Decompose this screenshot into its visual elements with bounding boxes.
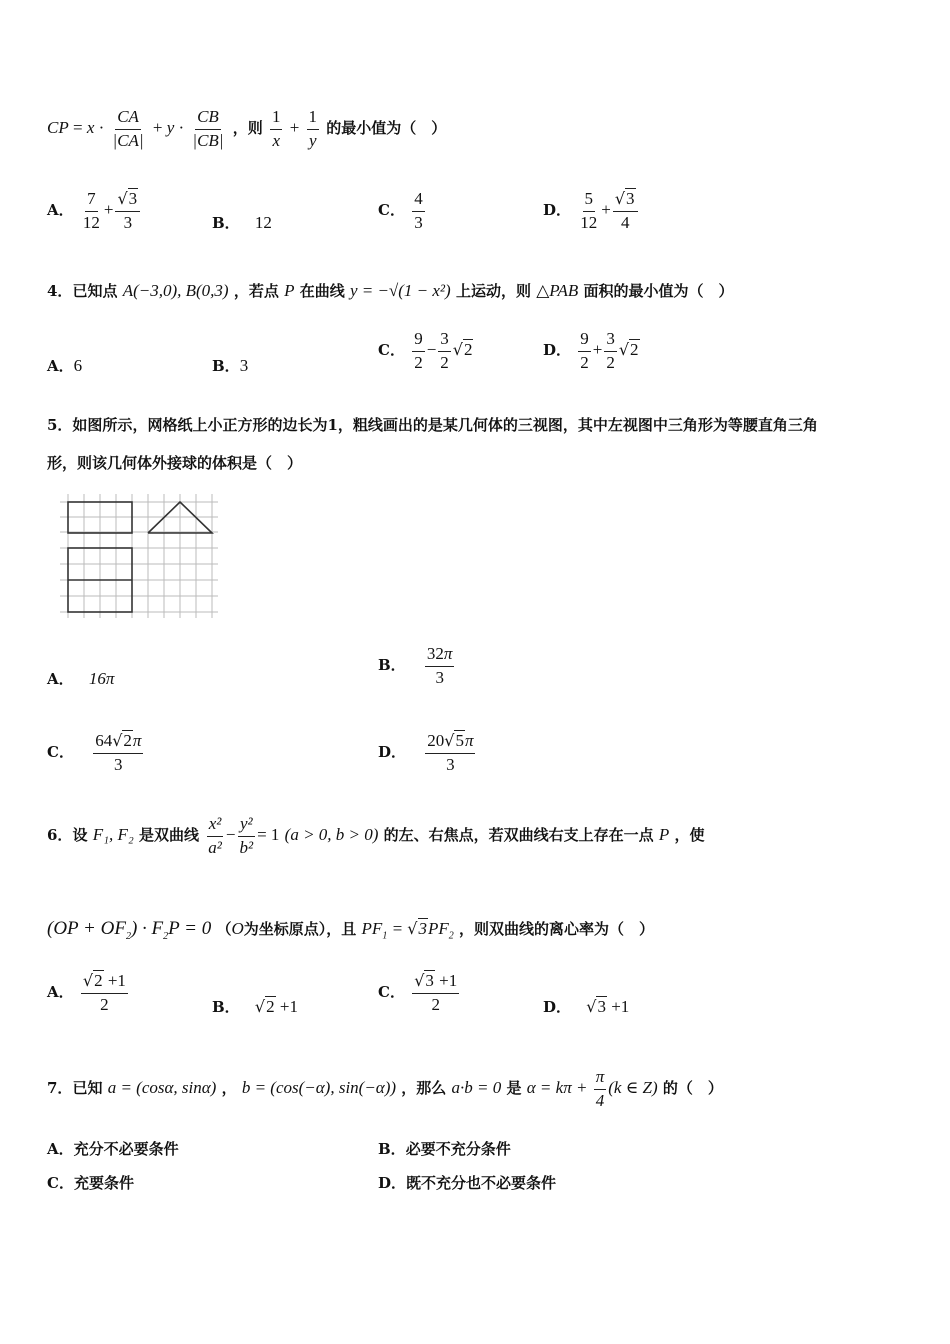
q3-tail: ，则 bbox=[232, 119, 263, 138]
q3-option-c[interactable]: C． $\frac{4}{3}$ bbox=[378, 189, 423, 232]
q5-option-b[interactable]: B． $\frac{32\pi}{3}$ bbox=[378, 644, 453, 687]
q7-option-a[interactable]: A．充分不必要条件 bbox=[47, 1140, 179, 1158]
q6-stem-line2: $(OP + OF_2) \cdot F_2P = 0$ （O为坐标原点），且 $PF_1 = √3PF_2$ ，则双曲线的离心率为（ ） bbox=[47, 918, 655, 942]
q6-option-a[interactable]: A． $\frac{√2 +1}{2}$ bbox=[47, 971, 126, 1014]
q5-option-d[interactable]: D． $\frac{20√5\pi}{3}$ bbox=[378, 731, 474, 774]
q6-option-d[interactable]: D． √3 +1 bbox=[543, 997, 630, 1016]
q5-option-a[interactable]: A． 16π bbox=[47, 669, 115, 688]
three-view-grid-figure bbox=[60, 494, 218, 618]
q7-option-c[interactable]: C．充要条件 bbox=[47, 1174, 134, 1192]
q5-option-c[interactable]: C． $\frac{64√2\pi}{3}$ bbox=[47, 731, 142, 774]
q6-option-b[interactable]: B． √2 +1 bbox=[212, 997, 298, 1016]
q3-option-b[interactable]: B． 12 bbox=[212, 213, 272, 232]
q3-condition: CP = x · $\frac{CA}{|CA|}$ + y · $\frac{CB}{|CB|}$ ，则 $\frac{1}{x}$ + $\frac{1}{y}$ 的最小值为（ ） bbox=[47, 107, 447, 150]
q7-option-b[interactable]: B．必要不充分条件 bbox=[378, 1140, 511, 1158]
q6-option-c[interactable]: C． $\frac{√3 +1}{2}$ bbox=[378, 971, 458, 1014]
q4-option-b[interactable]: B．3 bbox=[212, 356, 249, 375]
q7-stem: 7．已知 a = (cosα, sinα) ， b = (cos(−α), sin(−α)) ，那么 a·b = 0 是 α = kπ + $\frac{\pi}{4}$ (k ∈ Z) 的（ ） bbox=[47, 1067, 723, 1110]
q7-option-d[interactable]: D．既不充分也不必要条件 bbox=[378, 1174, 557, 1192]
q4-option-c[interactable]: C． $\frac{9}{2}$ − $\frac{3}{2}$ √2 bbox=[378, 329, 473, 372]
q4-option-a[interactable]: A．6 bbox=[47, 356, 83, 375]
q5-line1: 5．如图所示，网格纸上小正方形的边长为1，粗线画出的是某几何体的三视图，其中左视图中三角形为等腰直角三角 bbox=[47, 416, 818, 434]
q4-option-d[interactable]: D． $\frac{9}{2}$ + $\frac{3}{2}$ √2 bbox=[543, 329, 639, 372]
q6-stem-line1: 6．设 F₁, F₂ 是双曲线 $\frac{\text{x²}}{\text{a²}}$ − $\frac{\text{y²}}{\text{b²}}$ = 1 (a > 0, b > 0) 的左、右焦点，若双曲线右支上存在一点 P ，使 bbox=[47, 814, 705, 857]
q3-tail2: 的最小值为（ ） bbox=[326, 119, 447, 138]
q3-option-a[interactable]: A． $\frac{7}{12}$ + $\frac{√3}{3}$ bbox=[47, 190, 142, 232]
q3-option-d[interactable]: D． $\frac{5}{12}$ + $\frac{√3}{4}$ bbox=[543, 190, 640, 232]
q4-stem: 4．已知点 A(−3,0), B(0,3) ，若点 P 在曲线 y = −√(1 − x²) 上运动，则 △PAB 面积的最小值为（ ） bbox=[47, 281, 734, 300]
q5-line2: 形，则该几何体外接球的体积是（ ） bbox=[47, 454, 303, 472]
